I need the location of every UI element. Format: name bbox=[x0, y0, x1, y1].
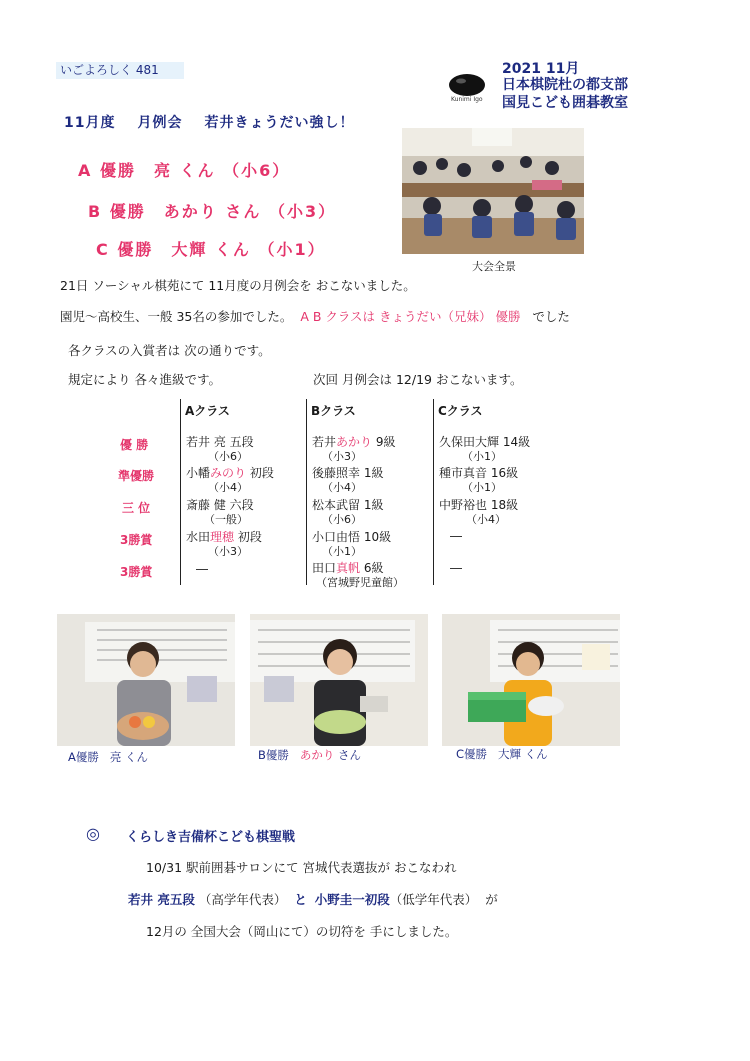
rank-label: 準優勝 bbox=[118, 469, 155, 483]
table-cell: 小幡みのり 初段 bbox=[186, 466, 274, 480]
table-cell-sub: （宮城野児童館） bbox=[316, 576, 404, 589]
winner-a-photo bbox=[57, 614, 235, 746]
class-letter: A bbox=[78, 161, 93, 180]
table-cell: 水田理穂 初段 bbox=[186, 530, 262, 544]
rank-label: 優 勝 bbox=[120, 438, 149, 452]
section-title: くらしき吉備杯こども棋聖戦 bbox=[126, 830, 296, 845]
section-line-3: 12月の 全国大会（岡山にて）の切符を 手にしました。 bbox=[146, 924, 458, 939]
table-cell: ― bbox=[450, 529, 462, 543]
report-line-3: 各クラスの入賞者は 次の通りです。 bbox=[68, 343, 271, 358]
page-headline bbox=[64, 112, 354, 132]
table-cell-sub: （小3） bbox=[322, 450, 362, 463]
winner-name: 亮 くん bbox=[153, 161, 216, 180]
column-divider bbox=[180, 399, 181, 585]
class-letter: B bbox=[88, 202, 103, 221]
rank-label: 三 位 bbox=[122, 501, 151, 515]
winner-a-line bbox=[78, 158, 290, 181]
column-divider bbox=[306, 399, 307, 585]
go-stone-logo-icon bbox=[447, 72, 487, 98]
report-line-4: 規定により 各々進級です。 bbox=[68, 372, 221, 387]
headline-month: 11月度 bbox=[64, 115, 116, 131]
winner-c-photo bbox=[442, 614, 620, 746]
table-cell-sub: （小6） bbox=[322, 513, 362, 526]
section-line-2: 若井 亮五段 （高学年代表） と 小野圭一初段（低学年代表） が bbox=[128, 892, 498, 907]
table-cell-sub: （小4） bbox=[208, 481, 248, 494]
headline-event: 月例会 bbox=[137, 115, 183, 131]
winner-c-line bbox=[96, 237, 326, 260]
table-cell: 久保田大輝 14級 bbox=[439, 435, 531, 449]
report-line-2 bbox=[60, 309, 570, 325]
table-cell: 松本武留 1級 bbox=[312, 498, 384, 512]
participants-text: 園児～高校生、一般 35名の参加でした。 bbox=[60, 309, 293, 324]
table-cell: 中野裕也 18級 bbox=[439, 498, 519, 512]
newsletter-issue-tag: いごよろしく 481 bbox=[56, 62, 184, 79]
venue-photo-caption: 大会全景 bbox=[472, 260, 516, 273]
table-cell: ― bbox=[450, 561, 462, 575]
rank-label: 3勝賞 bbox=[120, 565, 153, 579]
table-cell-sub: （小1） bbox=[322, 545, 362, 558]
table-cell: 小口由悟 10級 bbox=[312, 530, 392, 544]
table-cell-sub: （小1） bbox=[462, 450, 502, 463]
table-cell: 田口真帆 6級 bbox=[312, 561, 384, 575]
winner-label: 優勝 bbox=[109, 202, 146, 221]
issue-date: 2021 11月 bbox=[502, 61, 580, 77]
table-cell-sub: （小4） bbox=[466, 513, 506, 526]
winner-label: 優勝 bbox=[117, 240, 154, 259]
table-cell-sub: （小3） bbox=[208, 545, 248, 558]
winner-grade: （小3） bbox=[268, 202, 337, 221]
winner-name: 大輝 くん bbox=[171, 240, 251, 259]
next-meeting-text: 次回 月例会は 12/19 おこないます。 bbox=[313, 372, 523, 387]
table-cell: 若井あかり 9級 bbox=[312, 435, 396, 449]
section-line-1: 10/31 駅前囲碁サロンにて 宮城代表選抜が おこなわれ bbox=[146, 860, 457, 875]
sentence-end: でした bbox=[532, 309, 570, 324]
winner-b-caption: B優勝 あかり さん bbox=[258, 748, 362, 762]
rank-label: 3勝賞 bbox=[120, 533, 153, 547]
table-cell: 斎藤 健 六段 bbox=[186, 498, 254, 512]
winner-b-photo bbox=[250, 614, 428, 746]
winner-b-line bbox=[88, 199, 336, 222]
headline-title: 若井きょうだい強し！ bbox=[204, 115, 355, 131]
table-cell: 種市真音 16級 bbox=[439, 466, 519, 480]
winner-grade: （小1） bbox=[258, 240, 326, 259]
table-cell: 後藤照幸 1級 bbox=[312, 466, 384, 480]
report-line-1: 21日 ソーシャル棋苑にて 11月度の月例会を おこないました。 bbox=[60, 278, 416, 293]
column-divider bbox=[433, 399, 434, 585]
column-header-a: Aクラス bbox=[185, 404, 230, 418]
column-header-c: Cクラス bbox=[438, 404, 483, 418]
table-cell: ― bbox=[196, 562, 208, 576]
organization-name: 日本棋院杜の都支部 bbox=[502, 77, 628, 93]
winner-label: 優勝 bbox=[99, 161, 136, 180]
bullet-icon: ◎ bbox=[86, 824, 100, 843]
venue-photo bbox=[402, 128, 584, 254]
table-cell-sub: （小6） bbox=[208, 450, 248, 463]
column-header-b: Bクラス bbox=[311, 404, 356, 418]
classroom-name: 国見こども囲碁教室 bbox=[502, 95, 628, 111]
class-letter: C bbox=[96, 240, 110, 259]
table-cell-sub: （小1） bbox=[462, 481, 502, 494]
winner-name: あかり さん bbox=[163, 202, 262, 221]
winner-grade: （小6） bbox=[223, 161, 291, 180]
table-cell: 若井 亮 五段 bbox=[186, 435, 254, 449]
logo-text: Kunimi Igo bbox=[451, 96, 483, 103]
table-cell-sub: （一般） bbox=[204, 513, 248, 526]
winner-a-caption: A優勝 亮 くん bbox=[68, 750, 148, 764]
sibling-win-text: A B クラスは きょうだい（兄妹） 優勝 bbox=[300, 309, 521, 324]
winner-c-caption: C優勝 大輝 くん bbox=[456, 747, 548, 761]
table-cell-sub: （小4） bbox=[322, 481, 362, 494]
